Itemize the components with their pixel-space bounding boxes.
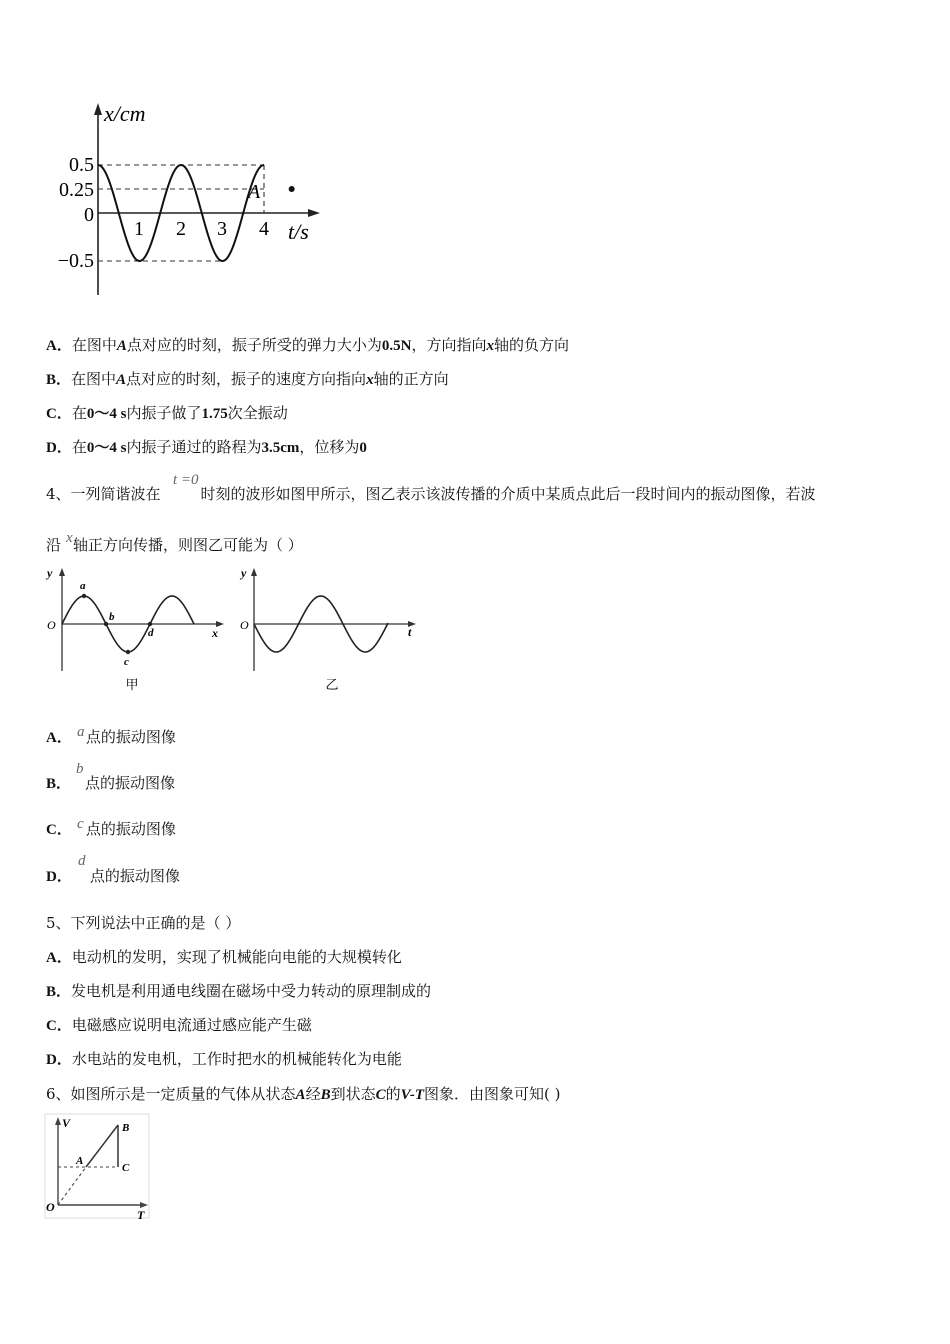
var-d: d bbox=[78, 853, 86, 869]
y-tick-label: 0 bbox=[84, 204, 94, 226]
q3-option-a: A．在图中A点对应的时刻，振子所受的弹力大小为0.5N，方向指向x轴的负方向 bbox=[46, 336, 570, 354]
figure-border bbox=[45, 1114, 149, 1218]
t-equals-zero: t =0 bbox=[173, 472, 199, 488]
q4-option-d: D． 点的振动图像 bbox=[46, 867, 180, 885]
v-label: V bbox=[62, 1116, 71, 1130]
point-a-label: A bbox=[248, 181, 261, 203]
origin-label: O bbox=[240, 618, 249, 632]
x-tick-label: 1 bbox=[134, 218, 144, 240]
y-label: y bbox=[241, 566, 247, 580]
point-c-label: c bbox=[124, 656, 129, 668]
q3-option-b: B．在图中A点对应的时刻，振子的速度方向指向x轴的正方向 bbox=[46, 370, 449, 388]
y-tick-label: 0.5 bbox=[69, 154, 94, 176]
q4-option-c: C． 点的振动图像 bbox=[46, 820, 176, 838]
q5-stem: 5、下列说法中正确的是（ ） bbox=[46, 914, 241, 932]
point-a-dot bbox=[82, 594, 86, 598]
y-axis-arrow bbox=[94, 103, 102, 115]
extrapolation-line bbox=[58, 1167, 86, 1205]
t-label: t bbox=[408, 625, 412, 639]
figure-caption: 甲 bbox=[125, 677, 139, 692]
q3-option-c: C．在0～4 s内振子做了1.75次全振动 bbox=[46, 404, 288, 422]
x-variable: x bbox=[66, 530, 73, 546]
vibration-graph bbox=[40, 95, 340, 305]
q4-stem-line1: 4、一列简谐波在 时刻的波形如图甲所示，图乙表示该波传播的介质中某质点此后一段时间内的振动图像，若波 bbox=[46, 485, 816, 503]
x-tick-label: 3 bbox=[217, 218, 227, 240]
wave-figure-jia bbox=[42, 563, 232, 698]
state-b-label: B bbox=[122, 1122, 130, 1134]
state-a-label: A bbox=[76, 1155, 84, 1167]
var-a: a bbox=[77, 724, 85, 740]
y-axis-label: x/cm bbox=[104, 101, 146, 126]
x-tick-label: 4 bbox=[259, 218, 269, 240]
process-ab bbox=[86, 1125, 118, 1167]
q4-option-a: A． 点的振动图像 bbox=[46, 728, 176, 746]
y-axis-arrow bbox=[59, 568, 65, 576]
y-axis-arrow bbox=[251, 568, 257, 576]
q4-stem-line2: 沿 轴正方向传播，则图乙可能为（ ） bbox=[46, 536, 303, 554]
x-tick-label: 2 bbox=[176, 218, 186, 240]
x-label: x bbox=[212, 626, 218, 640]
point-b-dot bbox=[104, 622, 108, 626]
origin-label: O bbox=[46, 1200, 55, 1214]
q5-option-a: A．电动机的发明，实现了机械能向电能的大规模转化 bbox=[46, 948, 402, 966]
q3-option-d: D．在0～4 s内振子通过的路程为3.5cm，位移为0 bbox=[46, 438, 367, 456]
vibration-figure-yi bbox=[236, 563, 426, 698]
point-a-label: a bbox=[80, 580, 86, 592]
q5-option-d: D．水电站的发电机，工作时把水的机械能转化为电能 bbox=[46, 1050, 402, 1068]
figure-caption: 乙 bbox=[325, 677, 339, 692]
q5-option-c: C．电磁感应说明电流通过感应能产生磁 bbox=[46, 1016, 312, 1034]
y-label: y bbox=[47, 566, 53, 580]
var-c: c bbox=[77, 816, 84, 832]
q5-option-b: B．发电机是利用通电线圈在磁场中受力转动的原理制成的 bbox=[46, 982, 432, 1000]
state-c-label: C bbox=[122, 1162, 130, 1174]
vt-graph bbox=[44, 1113, 154, 1223]
q4-option-b: B． 点的振动图像 bbox=[46, 774, 176, 792]
point-d-dot bbox=[148, 622, 152, 626]
v-axis-arrow bbox=[55, 1117, 61, 1125]
point-a-marker bbox=[289, 186, 295, 192]
origin-label: O bbox=[47, 618, 56, 632]
point-d-label: d bbox=[148, 627, 154, 639]
x-axis-label: t/s bbox=[288, 219, 309, 244]
x-axis-arrow bbox=[308, 209, 320, 217]
q6-stem: 6、如图所示是一定质量的气体从状态A经B到状态C的V-T图象．由图象可知( ) bbox=[46, 1085, 561, 1103]
t-label: T bbox=[137, 1208, 145, 1222]
var-b: b bbox=[76, 761, 84, 777]
point-c-dot bbox=[126, 650, 130, 654]
point-b-label: b bbox=[109, 611, 115, 623]
y-tick-label: −0.5 bbox=[57, 250, 94, 272]
y-tick-label: 0.25 bbox=[59, 179, 94, 201]
